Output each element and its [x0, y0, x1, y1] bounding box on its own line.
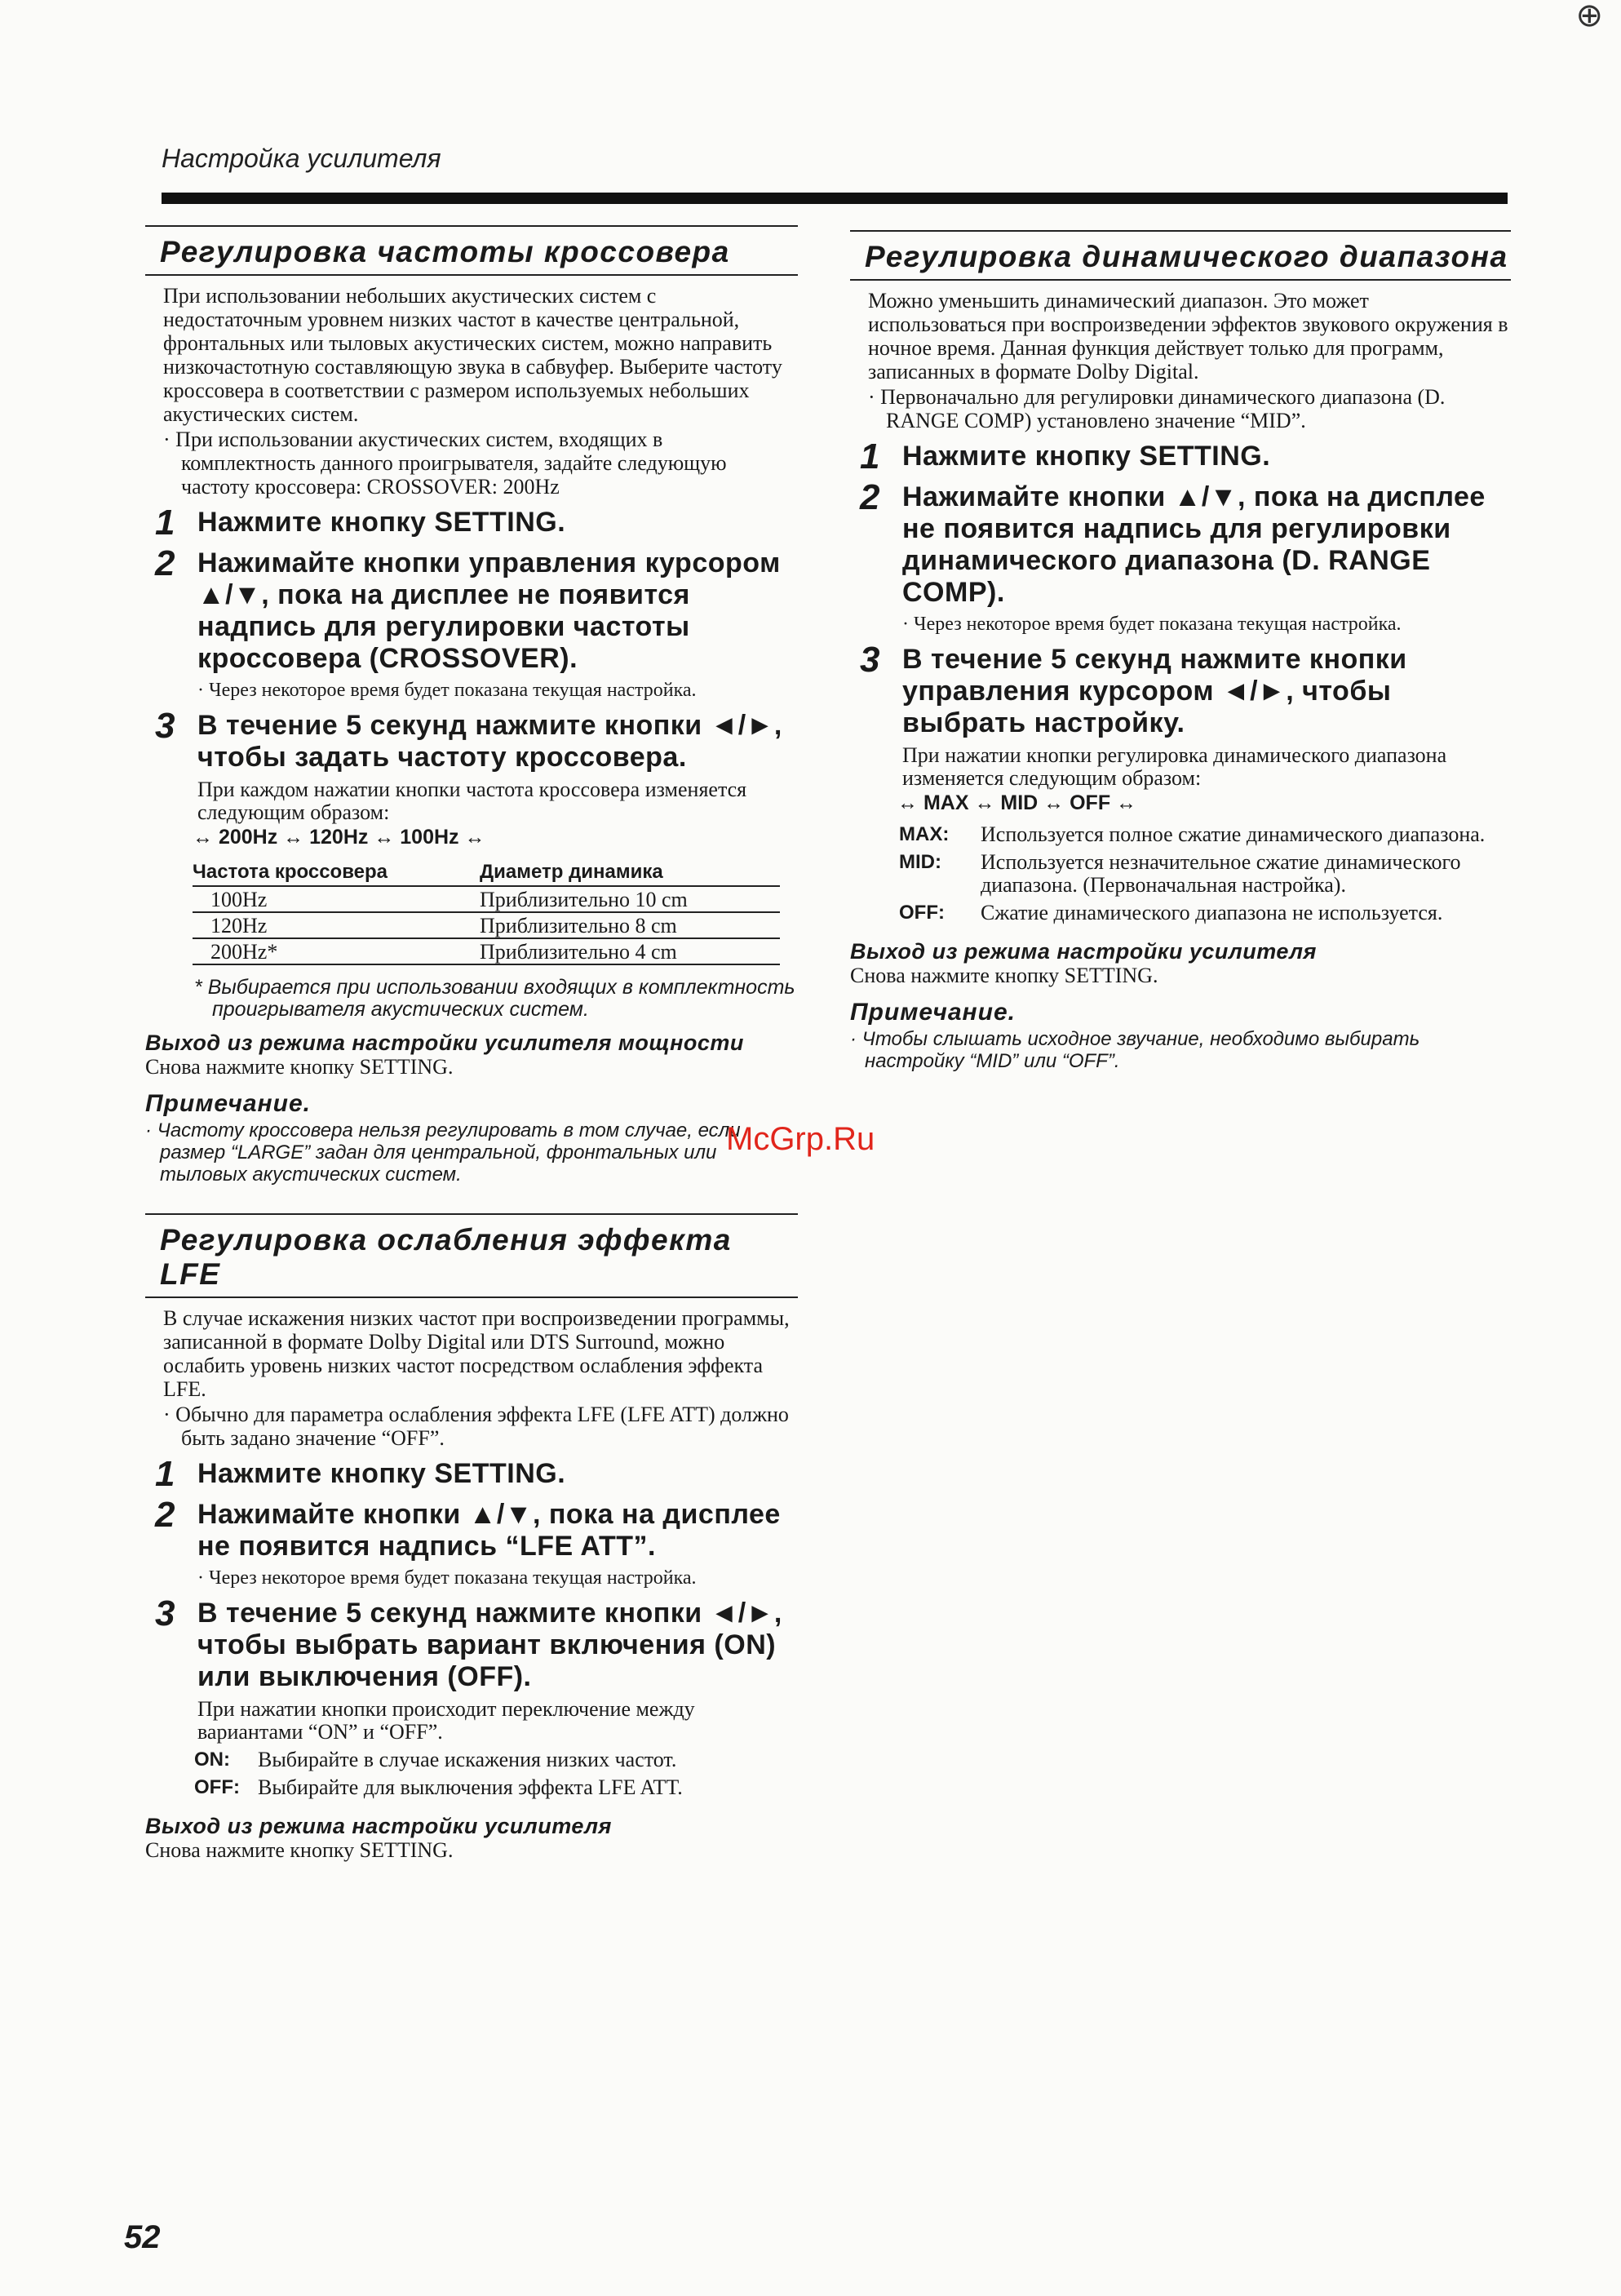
crossover-exit-text: Снова нажмите кнопку SETTING.: [145, 1055, 454, 1079]
drange-sequence: ↔ MAX ↔ MID ↔ OFF ↔: [897, 791, 1137, 814]
crossover-section: [145, 225, 798, 1186]
table-cell: Приблизительно 4 cm: [480, 938, 780, 964]
table-cell: 200Hz*: [193, 938, 480, 964]
lfe-step-1: [155, 1454, 798, 1494]
option-text: Сжатие динамического диапазона не используется.: [981, 901, 1443, 924]
table-row: [193, 886, 780, 912]
page-header-title: Настройка усилителя: [162, 144, 441, 173]
step-text: Нажмите кнопку SETTING.: [197, 1458, 566, 1489]
crossover-title: Регулировка частоты кроссовера: [145, 225, 798, 276]
step-number: 2: [155, 1495, 175, 1535]
crossover-footnote: * Выбирается при использовании входящих в комплектность проигрывателя акустических систем.: [194, 977, 798, 1021]
lfe-section: [145, 1213, 798, 1862]
option-key: MID:: [899, 851, 941, 873]
drange-option-max: [899, 823, 1511, 846]
table-cell: Приблизительно 10 cm: [480, 886, 780, 912]
option-text: Выбирайте для выключения эффекта LFE ATT.: [258, 1775, 683, 1799]
option-key: OFF:: [899, 902, 945, 924]
lfe-step-2: [155, 1495, 798, 1562]
crossover-sequence: ↔ 200Hz ↔ 120Hz ↔ 100Hz ↔: [193, 826, 485, 849]
crossover-bullet: · При использовании акустических систем, входящих в комплектность данного проигрывателя, задайте следующую частоту кроссовера: CROSSOVER: 200Hz: [163, 428, 798, 499]
drange-step-3: [860, 640, 1511, 739]
table-header-diameter: Диаметр динамика: [480, 861, 780, 886]
crossover-step-3: [155, 706, 798, 773]
step-number: 1: [155, 503, 175, 543]
option-key: MAX:: [899, 823, 950, 845]
lfe-intro: В случае искажения низких частот при воспроизведении программы, записанной в формате Dolby Digital или DTS Surround, можно ослабить уровень низких частот посредством ослабления эффекта LFE.: [163, 1306, 790, 1401]
crossover-exit-title: Выход из режима настройки усилителя мощности: [145, 1031, 744, 1055]
lfe-exit-title: Выход из режима настройки усилителя: [145, 1814, 612, 1838]
step-number: 1: [155, 1454, 175, 1494]
step-text: В течение 5 секунд нажмите кнопки управления курсором ◄/►, чтобы выбрать настройку.: [902, 644, 1407, 738]
step-text: Нажмите кнопку SETTING.: [902, 441, 1271, 472]
header-rule: [162, 193, 1508, 204]
drange-note-text: · Чтобы слышать исходное звучание, необходимо выбирать настройку “MID” или “OFF”.: [850, 1028, 1511, 1072]
option-text: Используется незначительное сжатие динамического диапазона. (Первоначальная настройка).: [981, 850, 1461, 897]
drange-step-2-note: · Через некоторое время будет показана текущая настройка.: [902, 614, 1511, 636]
lfe-exit-text: Снова нажмите кнопку SETTING.: [145, 1838, 454, 1862]
option-key: ON:: [194, 1749, 230, 1771]
option-text: Выбирайте в случае искажения низких частот.: [258, 1748, 677, 1771]
drange-option-mid: [899, 851, 1511, 897]
table-header-frequency: Частота кроссовера: [193, 861, 480, 886]
lfe-option-off: [194, 1776, 798, 1799]
lfe-title: Регулировка ослабления эффекта LFE: [145, 1213, 798, 1298]
crossover-table: [193, 861, 780, 965]
step-text: Нажмите кнопку SETTING.: [197, 507, 566, 538]
crossover-step-1: [155, 503, 798, 543]
step-number: 3: [155, 706, 175, 746]
lfe-step-3: [155, 1593, 798, 1693]
step-text: Нажимайте кнопки управления курсором ▲/▼, пока на дисплее не появится надпись для регулировки частоты кроссовера (CROSSOVER).: [197, 547, 781, 674]
drange-section: [850, 230, 1511, 1072]
crossover-step-2: [155, 543, 798, 675]
registration-mark-icon: ⊕: [1575, 0, 1603, 34]
drange-title: Регулировка динамического диапазона: [850, 230, 1511, 281]
step-number: 2: [860, 477, 880, 517]
drange-step-3-body: При нажатии кнопки регулировка динамического диапазона изменяется следующим образом:: [902, 743, 1447, 790]
drange-exit-text: Снова нажмите кнопку SETTING.: [850, 964, 1158, 987]
table-cell: 120Hz: [193, 912, 480, 938]
step-text: В течение 5 секунд нажмите кнопки ◄/►, чтобы задать частоту кроссовера.: [197, 710, 782, 773]
step-text: В течение 5 секунд нажмите кнопки ◄/►, чтобы выбрать вариант включения (ON) или выключения (OFF).: [197, 1598, 782, 1692]
lfe-step-3-body: При нажатии кнопки происходит переключение между вариантами “ON” и “OFF”.: [197, 1697, 695, 1744]
lfe-bullet: · Обычно для параметра ослабления эффекта LFE (LFE ATT) должно быть задано значение “OFF”.: [163, 1403, 798, 1450]
drange-option-off: [899, 902, 1511, 924]
drange-step-1: [860, 437, 1511, 476]
step-number: 1: [860, 437, 880, 476]
crossover-intro: При использовании небольших акустических систем с недостаточным уровнем низких частот в качестве центральной, фронтальных или тыловых акустических систем, можно направить низкочастотную составляющую звука в сабвуфер. Выберите частоту кроссовера в соответствии с размером используемых небольших акустических систем.: [163, 284, 782, 426]
drange-intro: Можно уменьшить динамический диапазон. Это может использоваться при воспроизведении эффектов звукового окружения в ночное время. Данная функция действует только для программ, записанных в формате Dolby Digital.: [868, 289, 1508, 383]
crossover-note-title: Примечание.: [145, 1090, 311, 1117]
crossover-note-text: · Частоту кроссовера нельзя регулировать в том случае, если размер “LARGE” задан для центральной, фронтальных или тыловых акустических систем.: [145, 1119, 798, 1186]
crossover-step-2-note: · Через некоторое время будет показана текущая настройка.: [197, 680, 798, 702]
table-cell: 100Hz: [193, 886, 480, 912]
step-text: Нажимайте кнопки ▲/▼, пока на дисплее не появится надпись для регулировки динамического диапазона (D. RANGE COMP).: [902, 481, 1486, 608]
drange-step-2: [860, 477, 1511, 609]
left-column: [145, 225, 798, 1864]
right-column: [850, 230, 1511, 1072]
drange-exit-title: Выход из режима настройки усилителя: [850, 939, 1317, 964]
option-text: Используется полное сжатие динамического диапазона.: [981, 822, 1486, 846]
table-cell: Приблизительно 8 cm: [480, 912, 780, 938]
lfe-option-on: [194, 1749, 798, 1771]
step-number: 2: [155, 543, 175, 583]
page-number: 52: [124, 2219, 161, 2255]
crossover-step-3-body: При каждом нажатии кнопки частота кроссовера изменяется следующим образом:: [197, 778, 747, 824]
lfe-step-2-note: · Через некоторое время будет показана текущая настройка.: [197, 1567, 798, 1589]
watermark-link[interactable]: McGrp.Ru: [726, 1121, 875, 1157]
table-row: [193, 938, 780, 964]
option-key: OFF:: [194, 1776, 240, 1798]
step-number: 3: [155, 1593, 175, 1633]
drange-bullet: · Первоначально для регулировки динамического диапазона (D. RANGE COMP) установлено значение “MID”.: [868, 385, 1511, 432]
step-text: Нажимайте кнопки ▲/▼, пока на дисплее не появится надпись “LFE ATT”.: [197, 1499, 781, 1562]
drange-note-title: Примечание.: [850, 999, 1016, 1026]
table-row: [193, 912, 780, 938]
step-number: 3: [860, 640, 880, 680]
